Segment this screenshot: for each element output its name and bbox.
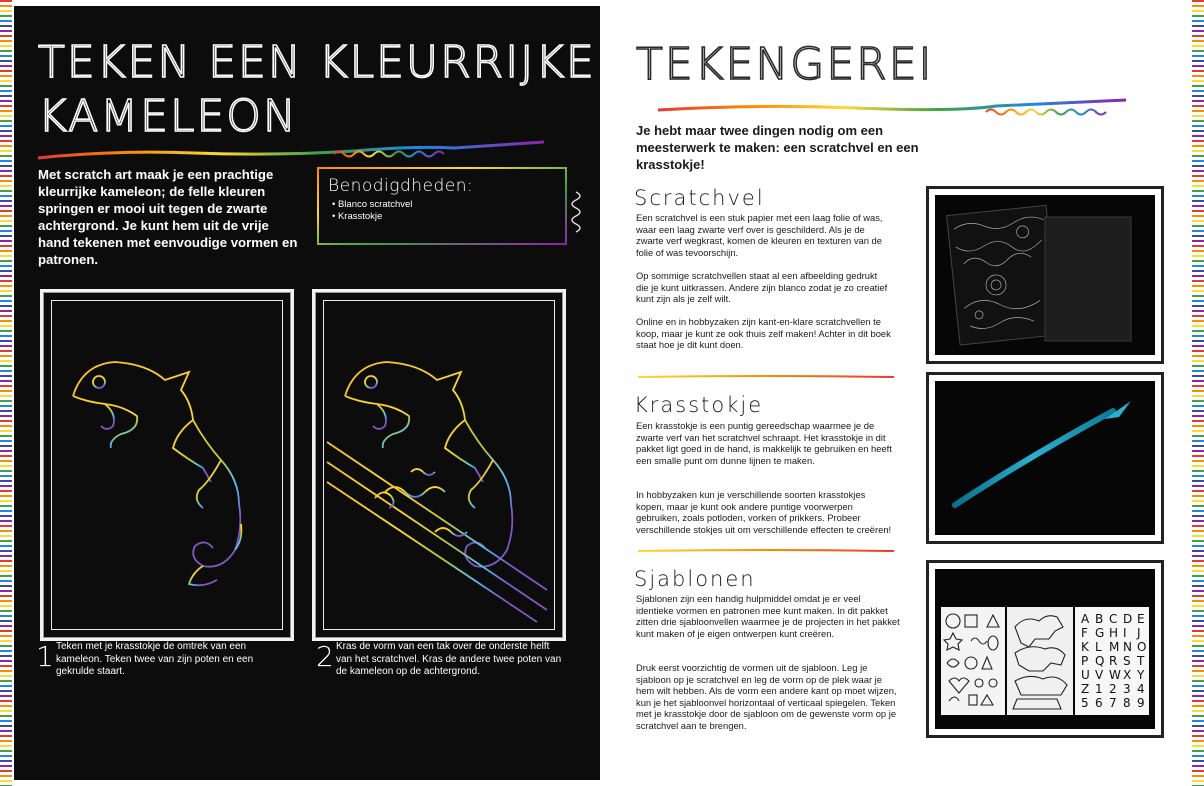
stencil-letter: Y xyxy=(1137,668,1145,682)
step-1-text: Teken met je krasstokje de omtrek van een kameleon. Teken twee van zijn poten en een gekrulde staart. xyxy=(56,641,254,677)
left-page xyxy=(14,6,600,780)
stencil-letter: Z xyxy=(1081,682,1090,696)
stencil-letter: 1 xyxy=(1095,682,1103,696)
sjablonen-heading: Sjablonen xyxy=(634,567,756,591)
scratchvel-paragraph: Online en in hobbyzaken zijn kant-en-klare scratchvellen te koop, maar je kunt ze ook thuis zelf maken! Achter in dit boek staat hoe je dit kunt doen. xyxy=(636,316,891,350)
stencil-letter: O xyxy=(1137,640,1147,654)
stencil-letter: X xyxy=(1123,668,1132,682)
squiggle-decoration xyxy=(570,188,590,238)
stencil-letter: C xyxy=(1109,612,1118,626)
stencil-letter: E xyxy=(1137,612,1145,626)
sjablonen-paragraph: Druk eerst voorzichtig de vormen uit de sjabloon. Leg je sjabloon op je scratchvel en leg de vorm op de plek waar je hem wilt hebben. Als de vorm een andere kant op moet wijzen, kun je het sjabloonvel horizontaal of verticaal spiegelen. Teken met je krasstokje door de sjabloon om de gewenste vorm op je scratchvel aan te brengen. xyxy=(636,662,897,731)
krasstokje-paragraph: Een krasstokje is een puntig gereedschap waarmee je de zwarte verf van het scratchvel schraapt. Het krasstokje in dit pakket ligt goed in de hand, is makkelijk te gebruiken en heeft een smalle punt om dunne lijnen te maken. xyxy=(636,420,892,466)
supplies-item: • Krasstokje xyxy=(332,211,383,222)
stencil-letter: R xyxy=(1109,654,1118,668)
page-title-line-1: TEKEN EEN KLEURRIJKE xyxy=(38,37,596,88)
stencil-letter: M xyxy=(1109,640,1120,654)
chameleon-outline-drawing xyxy=(43,292,291,638)
stencils-image xyxy=(935,569,1155,729)
stencil-letter: A xyxy=(1081,612,1090,626)
stylus-image xyxy=(935,381,1155,535)
krasstokje-photo-frame xyxy=(926,372,1164,544)
stencil-letter: 4 xyxy=(1137,682,1145,696)
scratch-sheets-image xyxy=(935,195,1155,355)
scratchvel-paragraph: Een scratchvel is een stuk papier met een laag folie of was, waar een laag zwarte verf over is geschilderd. Als je de zwarte verf wegkrast, komen de kleuren en texturen van de folie of was tevoorschijn. xyxy=(636,212,883,258)
stencil-letter: 3 xyxy=(1123,682,1131,696)
stencil-letter: J xyxy=(1137,626,1141,640)
krasstokje-heading: Krasstokje xyxy=(634,393,764,417)
stencil-letter: G xyxy=(1095,626,1105,640)
stencil-letter: B xyxy=(1095,612,1104,626)
sjablonen-photo-frame xyxy=(926,560,1164,738)
section-divider xyxy=(636,373,896,381)
krasstokje-paragraph: In hobbyzaken kun je verschillende soorten krasstokjes kopen, maar je kunt ook andere puntige voorwerpen gebruiken, zoals potloden, vorken of prikkers. Probeer verschillende stokjes uit om verschillende effecten te creëren! xyxy=(636,489,892,535)
stencil-letter: F xyxy=(1081,626,1088,640)
stencil-letter: W xyxy=(1109,668,1121,682)
stencil-letter: H xyxy=(1109,626,1119,640)
stencil-letter: T xyxy=(1137,654,1145,668)
stencil-letter: 8 xyxy=(1123,696,1131,710)
stencil-letter: V xyxy=(1095,668,1104,682)
supplies-box xyxy=(316,166,568,246)
stencil-letter: K xyxy=(1081,640,1089,654)
stencil-letter: 9 xyxy=(1137,696,1145,710)
stencil-letter: S xyxy=(1123,654,1131,668)
scratchvel-paragraph: Op sommige scratchvellen staat al een afbeelding gedrukt die je kunt uitkrassen. Andere zijn blanco zodat je zo creatief kunt zijn als je zelf wilt. xyxy=(636,270,888,304)
step-2-illustration xyxy=(312,289,566,641)
step-2-text: Kras de vorm van een tak over de onderste helft van het scratchvel. Kras de andere twee poten van de kameleon op de achtergrond. xyxy=(336,641,562,677)
stencil-letter: U xyxy=(1081,668,1090,682)
sjablonen-paragraph: Sjablonen zijn een handig hulpmiddel omdat je er veel identieke vormen en patronen mee kunt maken. In dit pakket zitten drie sjabloonvellen waarmee je de projecten in het pakket kunt maken of je eigen ontwerpen kunt creëren. xyxy=(636,593,900,639)
stencil-letter: 6 xyxy=(1095,696,1103,710)
step-1-number: 1 xyxy=(36,640,54,673)
title-rainbow-underline xyxy=(34,136,554,166)
stencil-letter: P xyxy=(1081,654,1089,668)
intro-text: Met scratch art maak je een prachtige kleurrijke kameleon; de felle kleuren springen er mooi uit tegen de zwarte achtergrond. Je kunt hem uit de vrije hand tekenen met eenvoudige vormen en patronen. xyxy=(38,167,298,267)
scratchvel-photo-frame xyxy=(926,186,1164,364)
section-title: TEKENGEREI xyxy=(636,39,934,90)
title-rainbow-underline xyxy=(656,96,1136,122)
chameleon-branch-drawing xyxy=(315,292,563,638)
section-divider xyxy=(636,547,896,555)
stencil-letter: N xyxy=(1123,640,1132,654)
stencil-letter: D xyxy=(1123,612,1133,626)
tools-intro: Je hebt maar twee dingen nodig om een meesterwerk te maken: een scratchvel en een krasstokje! xyxy=(636,123,919,172)
scratchvel-heading: Scratchvel xyxy=(634,186,765,210)
step-2-number: 2 xyxy=(316,640,334,673)
page-title-line-2: KAMELEON xyxy=(38,91,298,142)
right-rainbow-edge xyxy=(1190,0,1204,786)
stencil-letter: Q xyxy=(1095,654,1105,668)
stencil-letter: 2 xyxy=(1109,682,1117,696)
stencil-letter: I xyxy=(1123,626,1127,640)
supplies-title: Benodigdheden: xyxy=(328,176,474,196)
supplies-item: • Blanco scratchvel xyxy=(332,199,413,210)
right-page xyxy=(600,0,1190,786)
stencil-letter: 7 xyxy=(1109,696,1117,710)
step-1-illustration xyxy=(40,289,294,641)
stencil-letter: L xyxy=(1095,640,1102,654)
stencil-letter: 5 xyxy=(1081,696,1089,710)
left-rainbow-edge xyxy=(0,0,14,786)
page-title xyxy=(38,36,596,144)
